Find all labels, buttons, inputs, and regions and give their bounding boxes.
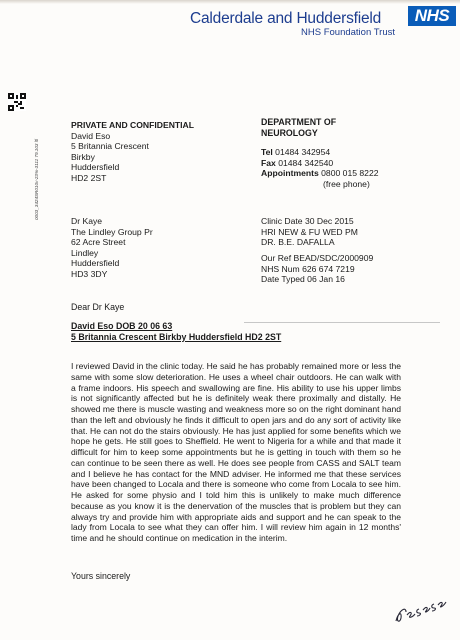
- sender-line: Huddersfield: [71, 162, 120, 173]
- recipient-line: 62 Acre Street: [71, 237, 126, 248]
- tel-label: Tel: [261, 147, 273, 157]
- recipient-line: HD3 3DY: [71, 268, 108, 279]
- fax-number: 01484 342540: [278, 157, 334, 168]
- recipient-line: Lindley: [71, 247, 99, 258]
- sender-address: [71, 120, 194, 184]
- foundation-trust-label: NHS Foundation Trust: [301, 27, 395, 38]
- clinic-line: DR. B.E. DAFALLA: [261, 237, 335, 248]
- document-id-vertical: 0003_3424SR010v-23%-3111 79.103 ltl: [34, 138, 39, 220]
- trust-name: Calderdale and Huddersfield: [190, 10, 382, 27]
- closing: Yours sincerely: [71, 571, 131, 581]
- contact-details: [261, 147, 379, 189]
- sender-line: David Eso: [71, 130, 111, 141]
- department-heading: [261, 117, 336, 139]
- page-edge-shadow: [0, 0, 460, 4]
- letter-body: I reviewed David in the clinic today. He said he has probably remained more or less the same with some slow deterioration. He uses a wheel chair outdoors. He can walk with a frame indoors. His speech and swallowing are fine. His ability to use his upper limbs is not significantly affected but he is definitely weak there proximally and distally. He showed me there is muscle wasting and weakness more so on the right dominant hand than the left and obviously he finds it difficult to open jars and do any sort of activity like that. He can not do the stairs obviously. He has just applied for some benefits which we hope he gets. He still goes to Sheffield. He went to Nigeria for a while and that made it difficult for him to keep some appointments but he is getting in touch with them so he can continue to be seen there as well. He does see people from CASS and SALT team and I believe he has contact for the MND adviser. He informed me that these services have been changed to Locala and there is someone who come from Locala to see him. He asked for some physio and I told him this is unlikely to make much difference because as you know it is the denervation of the muscles that is problem but they can always try and provide him with appropriate aids and support and he can speak to the lady from Locala to see what they can offer him. I will review him again in 12 months' time and he should continue on medication in the interim.: [71, 361, 401, 543]
- salutation: Dear Dr Kaye: [71, 302, 125, 312]
- recipient-line: The Lindley Group Pr: [71, 226, 153, 237]
- qr-code-icon: [8, 93, 26, 111]
- appointments-row: [261, 168, 379, 179]
- confidential-title: PRIVATE AND CONFIDENTIAL: [71, 120, 195, 130]
- clinic-line: Clinic Date 30 Dec 2015: [261, 216, 354, 226]
- clinic-info: [261, 216, 358, 248]
- sender-line: Birkby: [71, 151, 95, 162]
- freephone-note: (free phone): [323, 178, 370, 189]
- sender-line: 5 Britannia Crescent: [71, 141, 149, 152]
- fax-row: [261, 158, 379, 169]
- sender-line: HD2 2ST: [71, 172, 107, 183]
- fax-label: Fax: [261, 157, 276, 168]
- reference-line: Date Typed 06 Jan 16: [261, 274, 345, 285]
- appointments-number: 0800 015 8222: [321, 168, 379, 179]
- subject-block: [71, 321, 281, 342]
- tel-number: 01484 342954: [275, 147, 331, 157]
- subject-line-address: 5 Britannia Crescent Birkby Huddersfield HD2 2ST: [71, 331, 282, 342]
- reference-line: Our Ref BEAD/SDC/2000909: [261, 253, 374, 263]
- department-line: NEUROLOGY: [261, 127, 318, 138]
- appointments-label: Appointments: [261, 168, 319, 179]
- tel-row: [261, 147, 379, 158]
- recipient-line: Dr Kaye: [71, 216, 103, 226]
- nhs-logo: NHS: [408, 6, 456, 26]
- department-line: DEPARTMENT OF: [261, 117, 337, 127]
- subject-line-patient: David Eso DOB 20 06 63: [71, 321, 173, 331]
- recipient-address: [71, 216, 153, 280]
- reference-line: NHS Num 626 674 7219: [261, 263, 355, 274]
- clinic-line: HRI NEW & FU WED PM: [261, 226, 358, 237]
- handwritten-signature: [392, 585, 454, 625]
- reference-info: [261, 253, 373, 285]
- recipient-line: Huddersfield: [71, 258, 120, 269]
